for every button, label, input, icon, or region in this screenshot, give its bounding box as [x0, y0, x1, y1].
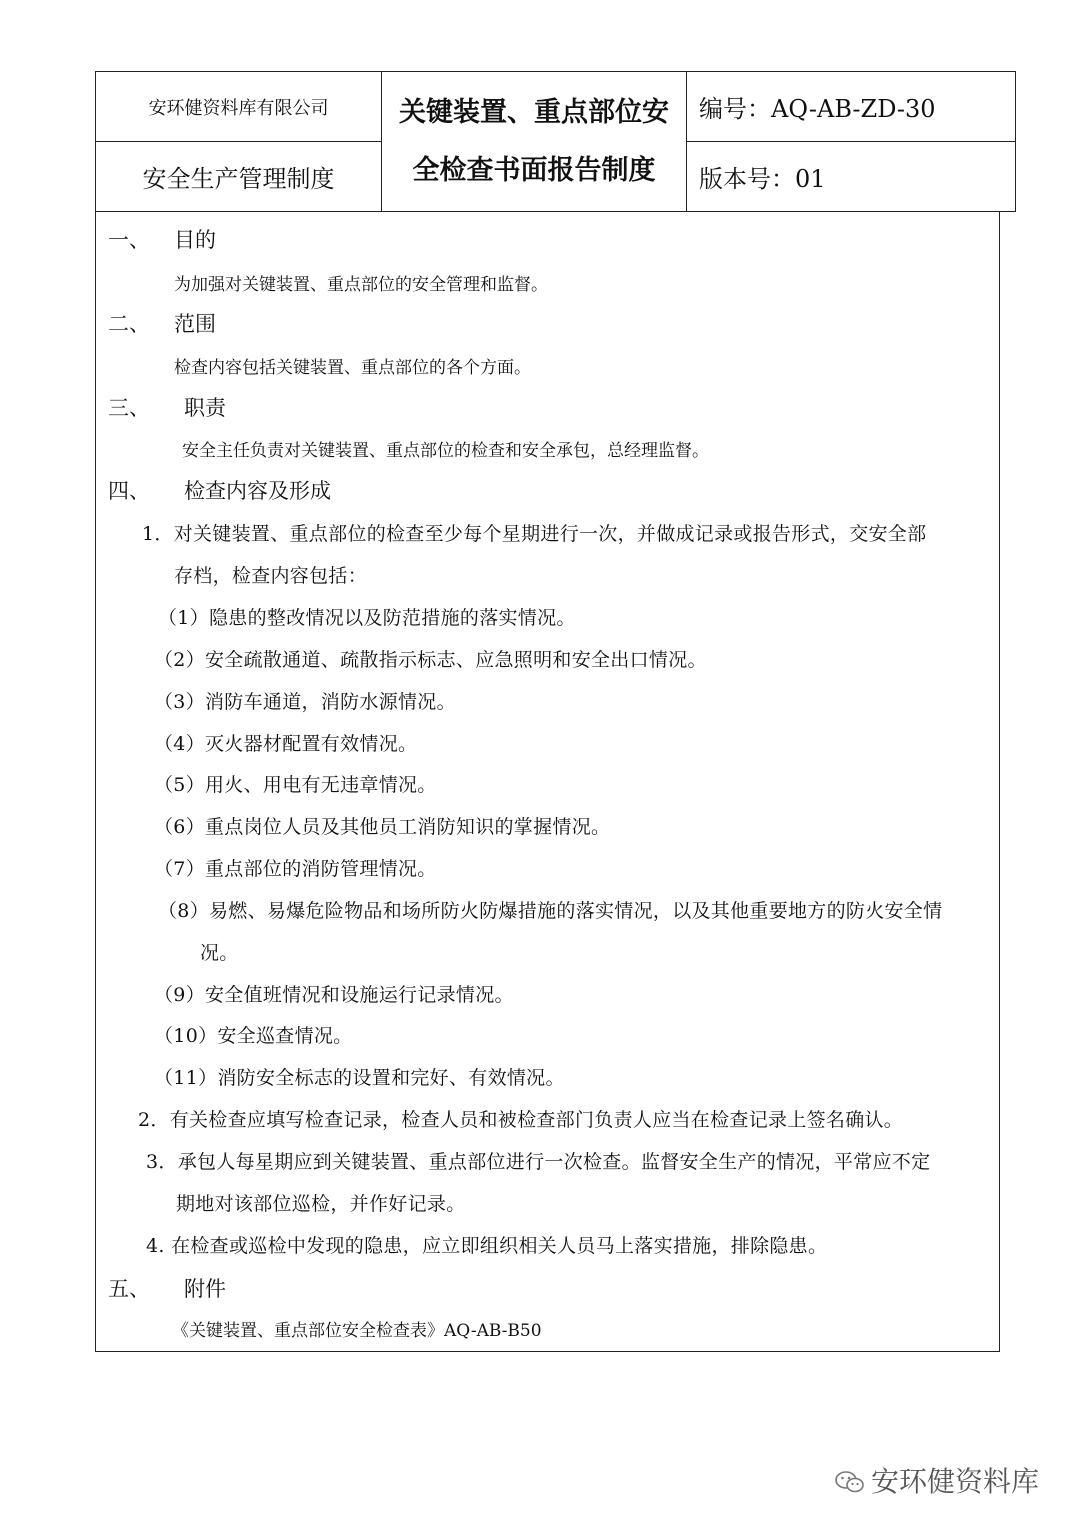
- list-item: （2）安全疏散通道、疏散指示标志、应急照明和安全出口情况。: [154, 649, 707, 671]
- section-number: 三、: [108, 396, 150, 420]
- watermark: [835, 1460, 1039, 1500]
- list-item: （11）消防安全标志的设置和完好、有效情况。: [154, 1067, 565, 1089]
- document: [95, 71, 1000, 1352]
- clause-1-line-1: 1．对关键装置、重点部位的检查至少每个星期进行一次，并做成记录或报告形式，交安全部: [142, 523, 927, 545]
- section-heading-3: [108, 392, 226, 422]
- section-heading-5: [108, 1273, 226, 1303]
- section-text-5: 《关键装置、重点部位安全检查表》AQ-AB-B50: [172, 1321, 542, 1341]
- section-text-2: 检查内容包括关键装置、重点部位的各个方面。: [174, 358, 531, 378]
- section-heading-2: [108, 308, 216, 338]
- section-number: 一、: [108, 228, 150, 252]
- document-title: [382, 72, 687, 212]
- document-code: 编号：AQ-AB-ZD-30: [687, 72, 1016, 142]
- title-line-1: 关键装置、重点部位安: [399, 96, 669, 128]
- section-number: 四、: [108, 479, 150, 503]
- section-title: 附件: [184, 1277, 226, 1301]
- list-item-continued: 况。: [200, 942, 239, 964]
- section-text-3: 安全主任负责对关键装置、重点部位的检查和安全承包，总经理监督。: [182, 441, 709, 461]
- clause-4: 4. 在检查或巡检中发现的隐患，应立即组织相关人员马上落实措施，排除隐患。: [146, 1235, 828, 1257]
- document-body: [95, 212, 1000, 1352]
- section-number: 二、: [108, 312, 150, 336]
- clause-2: 2．有关检查应填写检查记录，检查人员和被检查部门负责人应当在检查记录上签名确认。: [138, 1109, 904, 1131]
- list-item: （8）易燃、易爆危险物品和场所防火防爆措施的落实情况，以及其他重要地方的防火安全情: [158, 900, 943, 922]
- title-line-2: 全检查书面报告制度: [412, 154, 656, 186]
- list-item: （7）重点部位的消防管理情况。: [154, 858, 437, 880]
- section-title: 范围: [174, 312, 216, 336]
- list-item: （1）隐患的整改情况以及防范措施的落实情况。: [158, 607, 576, 629]
- list-item: （5）用火、用电有无违章情况。: [154, 774, 437, 796]
- clause-1-line-2: 存档，检查内容包括：: [174, 565, 368, 587]
- list-item: （3）消防车通道，消防水源情况。: [154, 691, 456, 713]
- section-heading-4: [108, 475, 331, 505]
- list-item: （4）灭火器材配置有效情况。: [154, 733, 418, 755]
- watermark-text: 安环健资料库: [871, 1465, 1040, 1498]
- document-version: 版本号：01: [687, 142, 1016, 212]
- section-title: 检查内容及形成: [184, 479, 331, 503]
- section-title: 目的: [174, 228, 216, 252]
- section-title: 职责: [184, 396, 226, 420]
- wechat-icon: [835, 1468, 865, 1492]
- section-number: 五、: [108, 1277, 150, 1301]
- clause-3-line-2: 期地对该部位巡检，并作好记录。: [176, 1193, 466, 1215]
- list-item: （9）安全值班情况和设施运行记录情况。: [154, 984, 514, 1006]
- system-name: 安全生产管理制度: [96, 142, 382, 212]
- clause-3-line-1: 3．承包人每星期应到关键装置、重点部位进行一次检查。监督安全生产的情况，平常应不定: [146, 1151, 931, 1173]
- company-name: 安环健资料库有限公司: [96, 72, 382, 142]
- list-item: （10）安全巡查情况。: [154, 1025, 353, 1047]
- list-item: （6）重点岗位人员及其他员工消防知识的掌握情况。: [154, 816, 611, 838]
- section-text-1: 为加强对关键装置、重点部位的安全管理和监督。: [174, 275, 548, 295]
- section-heading-1: [108, 224, 216, 254]
- header-table: [95, 71, 1016, 212]
